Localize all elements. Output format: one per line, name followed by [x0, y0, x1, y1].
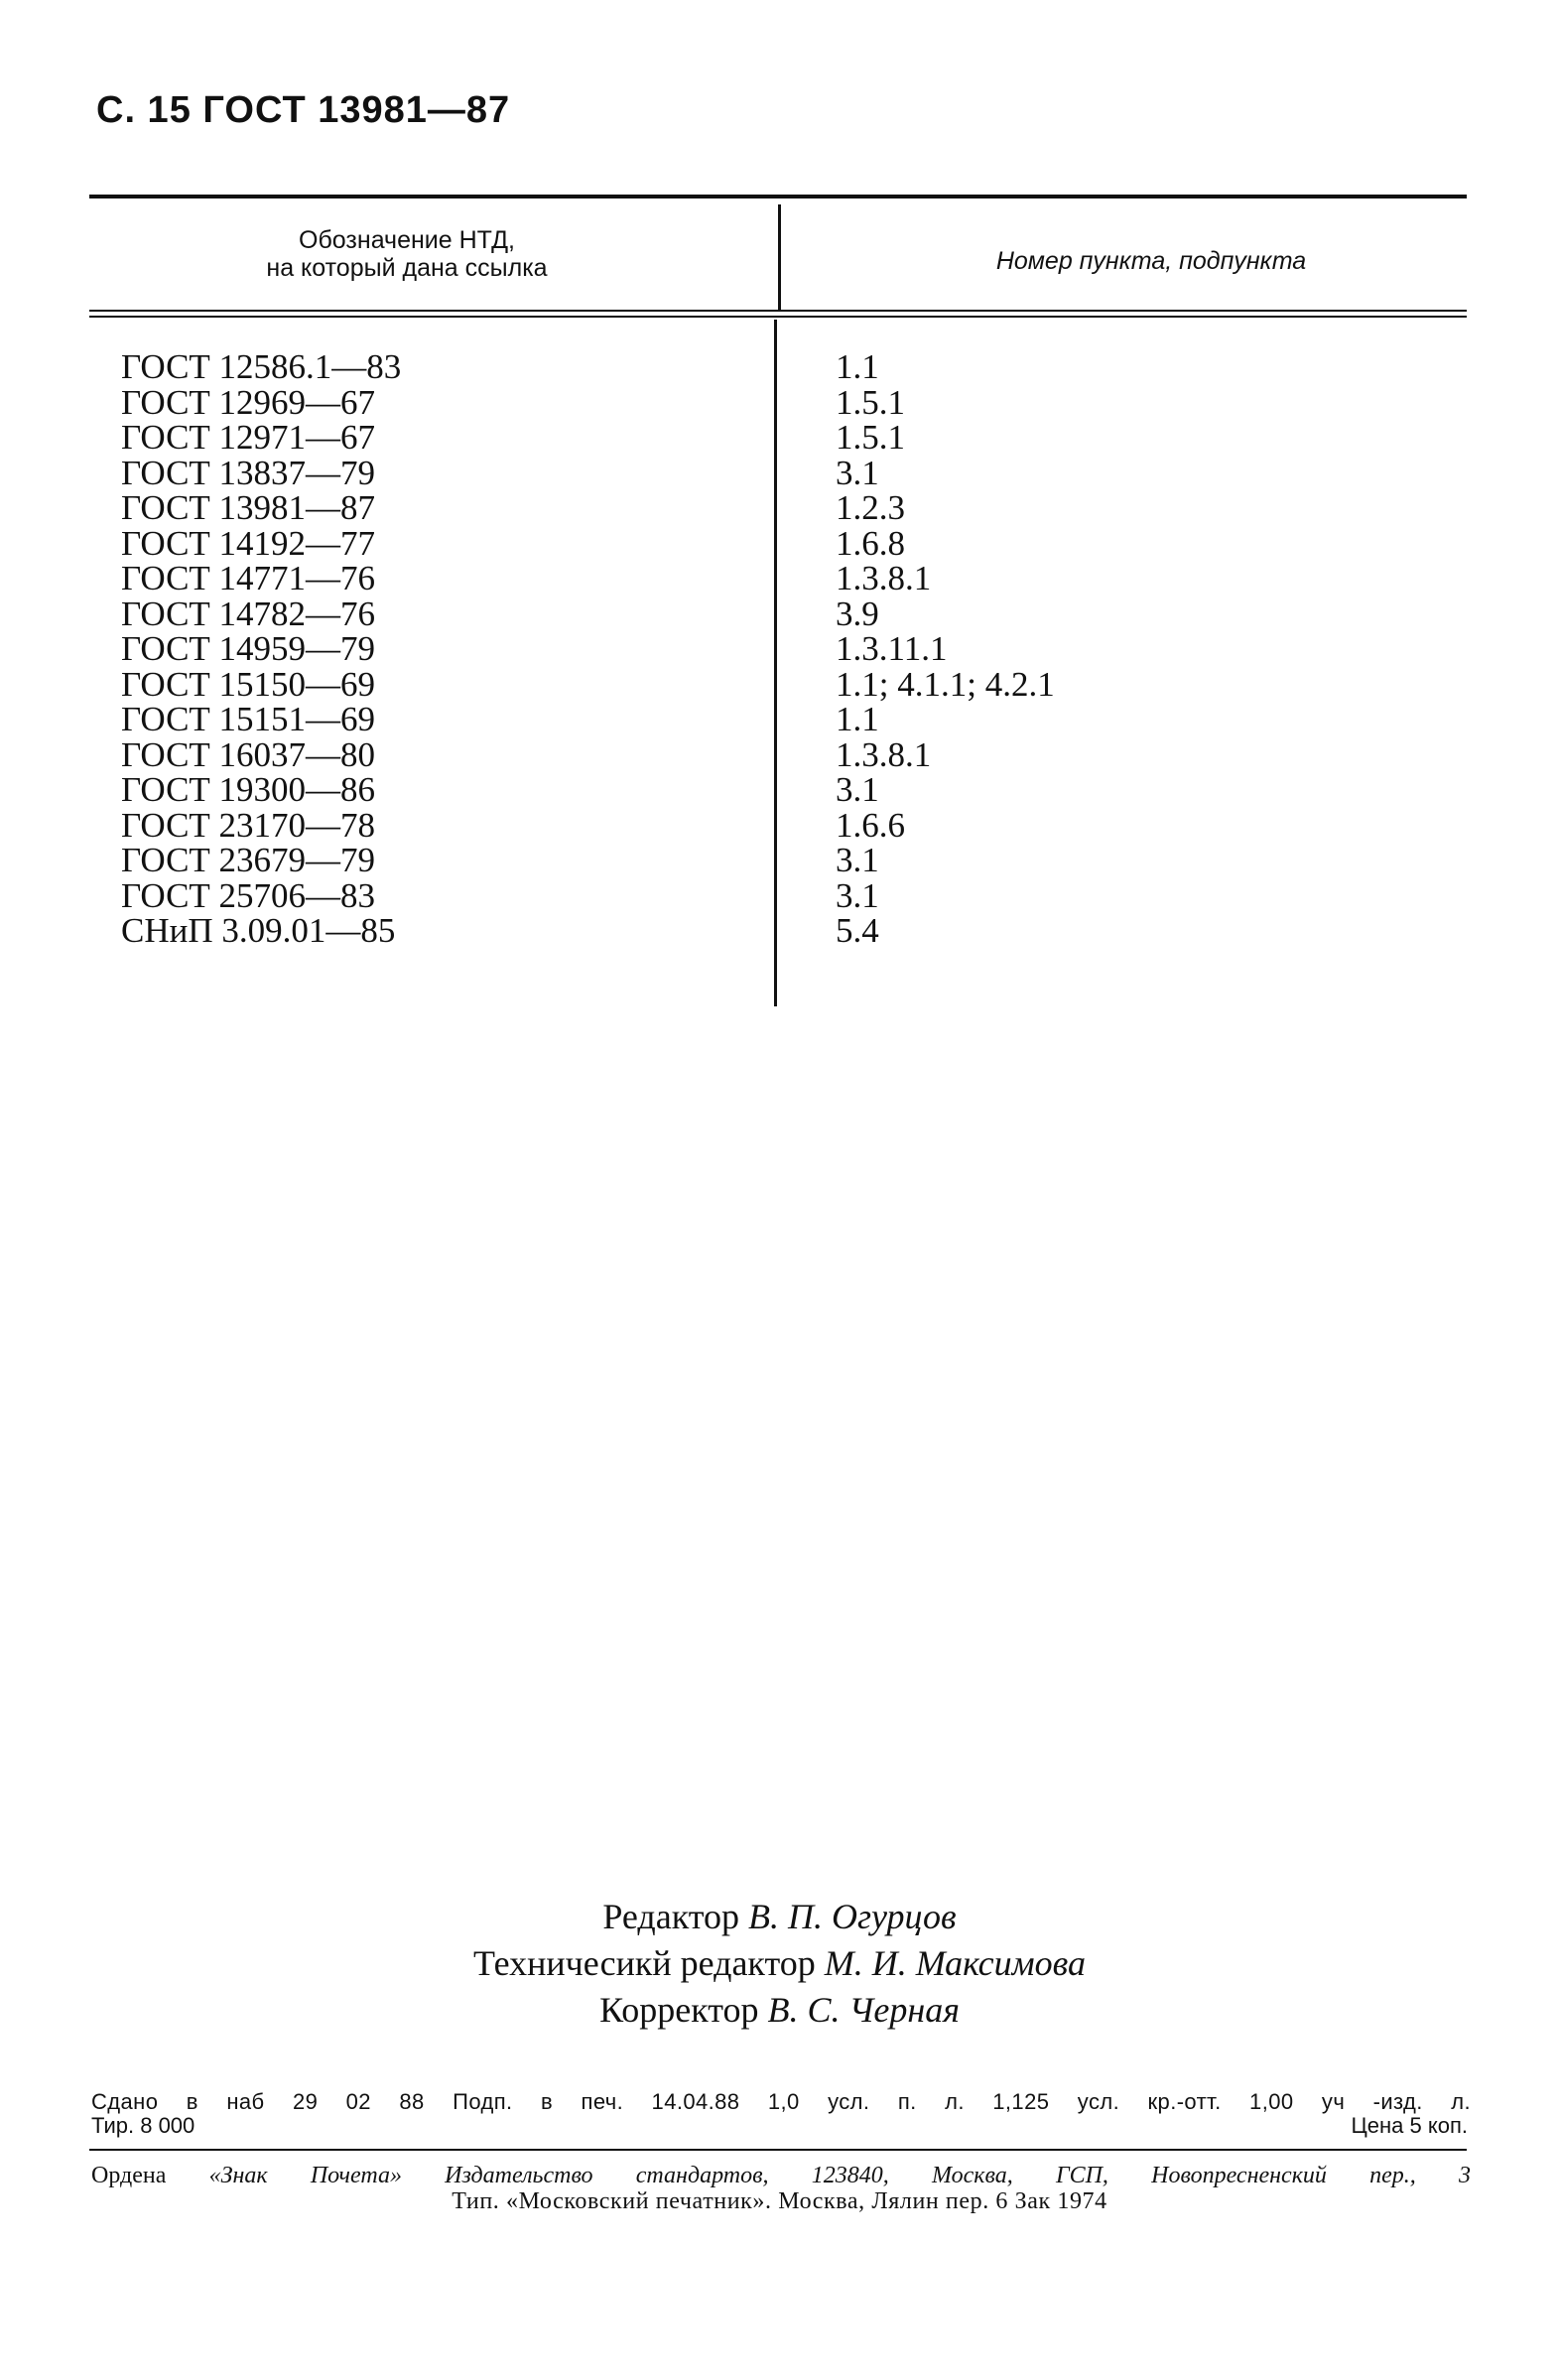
- col-header-document: [139, 226, 675, 282]
- publisher-rest: Издательство стандартов, 123840, Москва, ГСП, Новопресненский пер., 3: [401, 2163, 1471, 2188]
- table-row-document: ГОСТ 14959—79: [121, 629, 376, 668]
- table-row-document: ГОСТ 14192—77: [121, 523, 376, 563]
- table-row-document: ГОСТ 14782—76: [121, 594, 376, 633]
- table-row-clause: 3.1: [836, 875, 879, 915]
- col-header-document-line1: Обозначение НТД,: [299, 226, 515, 254]
- table-row-document: ГОСТ 12971—67: [121, 418, 376, 457]
- credits: [0, 1894, 1559, 2034]
- publisher-order: «Знак Почета»: [208, 2163, 402, 2188]
- table-row-clause: 1.3.8.1: [836, 559, 932, 597]
- table-row-document: ГОСТ 15151—69: [121, 700, 376, 738]
- imprint-rule: [89, 2149, 1467, 2151]
- header-rule-upper: [89, 310, 1467, 312]
- table-row-clause: 1.3.11.1: [836, 629, 948, 668]
- table-row-clause: 1.6.6: [836, 805, 905, 845]
- table-row-clause: 3.1: [836, 770, 879, 809]
- table-row-document: ГОСТ 15150—69: [121, 664, 376, 704]
- table-row-document: СНиП 3.09.01—85: [121, 911, 396, 950]
- table-row-clause: 1.1; 4.1.1; 4.2.1: [836, 664, 1055, 704]
- table-row-document: ГОСТ 13837—79: [121, 453, 376, 492]
- table-row-clause: 1.5.1: [836, 418, 905, 457]
- table-row-document: ГОСТ 13981—87: [121, 488, 376, 527]
- table-row-clause: 1.1: [836, 347, 879, 386]
- credit-corrector-name: В. С. Черная: [767, 1990, 960, 2030]
- publisher-prefix: Ордена: [91, 2163, 209, 2188]
- credit-editor: [0, 1894, 1559, 1940]
- credit-tech-editor-name: М. И. Максимова: [824, 1943, 1086, 1983]
- column-divider: [778, 204, 781, 312]
- imprint-price: Цена 5 коп.: [1351, 2113, 1468, 2138]
- table-row-document: ГОСТ 23170—78: [121, 805, 376, 845]
- page-title: С. 15 ГОСТ 13981—87: [96, 89, 511, 131]
- table-row-clause: 1.5.1: [836, 382, 905, 422]
- document-list: [121, 349, 401, 949]
- table-top-rule: [89, 195, 1467, 198]
- table-row-document: ГОСТ 16037—80: [121, 734, 376, 774]
- table-row-clause: 1.3.8.1: [836, 734, 932, 774]
- imprint-circulation: Тир. 8 000: [91, 2113, 195, 2138]
- credit-tech-editor-role: Техничесикй редактор: [473, 1943, 816, 1983]
- table-row-document: ГОСТ 12969—67: [121, 382, 376, 422]
- credit-editor-role: Редактор: [602, 1897, 739, 1936]
- imprint-print-details: Сдано в наб 29 02 88 Подп. в печ. 14.04.88 1,0 усл. п. л. 1,125 усл. кр.-отт. 1,00 уч -изд. л.: [91, 2089, 1471, 2114]
- table-row-document: ГОСТ 23679—79: [121, 841, 376, 879]
- credit-editor-name: В. П. Огурцов: [748, 1897, 957, 1936]
- table-row-document: ГОСТ 14771—76: [121, 559, 376, 597]
- table-row-clause: 1.6.8: [836, 523, 905, 563]
- credit-corrector-role: Корректор: [599, 1990, 759, 2030]
- table-row-clause: 5.4: [836, 911, 879, 950]
- table-row-document: ГОСТ 19300—86: [121, 770, 376, 809]
- publisher-line: [91, 2164, 1471, 2187]
- table-row-document: ГОСТ 12586.1—83: [121, 347, 402, 386]
- header-rule-lower: [89, 316, 1467, 318]
- printer-line: Тип. «Московский печатник». Москва, Лялин пер. 6 Зак 1974: [452, 2188, 1107, 2214]
- table-row-clause: 3.1: [836, 841, 879, 879]
- table-row-clause: 1.2.3: [836, 488, 905, 527]
- table-row-document: ГОСТ 25706—83: [121, 875, 376, 915]
- table-row-clause: 3.9: [836, 594, 879, 633]
- col-header-document-line2: на который дана ссылка: [266, 254, 548, 282]
- column-divider-body: [774, 320, 777, 1006]
- table-row-clause: 3.1: [836, 453, 879, 492]
- clause-list: [836, 349, 1055, 949]
- credit-corrector: [0, 1987, 1559, 2034]
- credit-tech-editor: [0, 1940, 1559, 1987]
- table-row-clause: 1.1: [836, 700, 879, 738]
- col-header-clause: Номер пункта, подпункта: [995, 247, 1307, 275]
